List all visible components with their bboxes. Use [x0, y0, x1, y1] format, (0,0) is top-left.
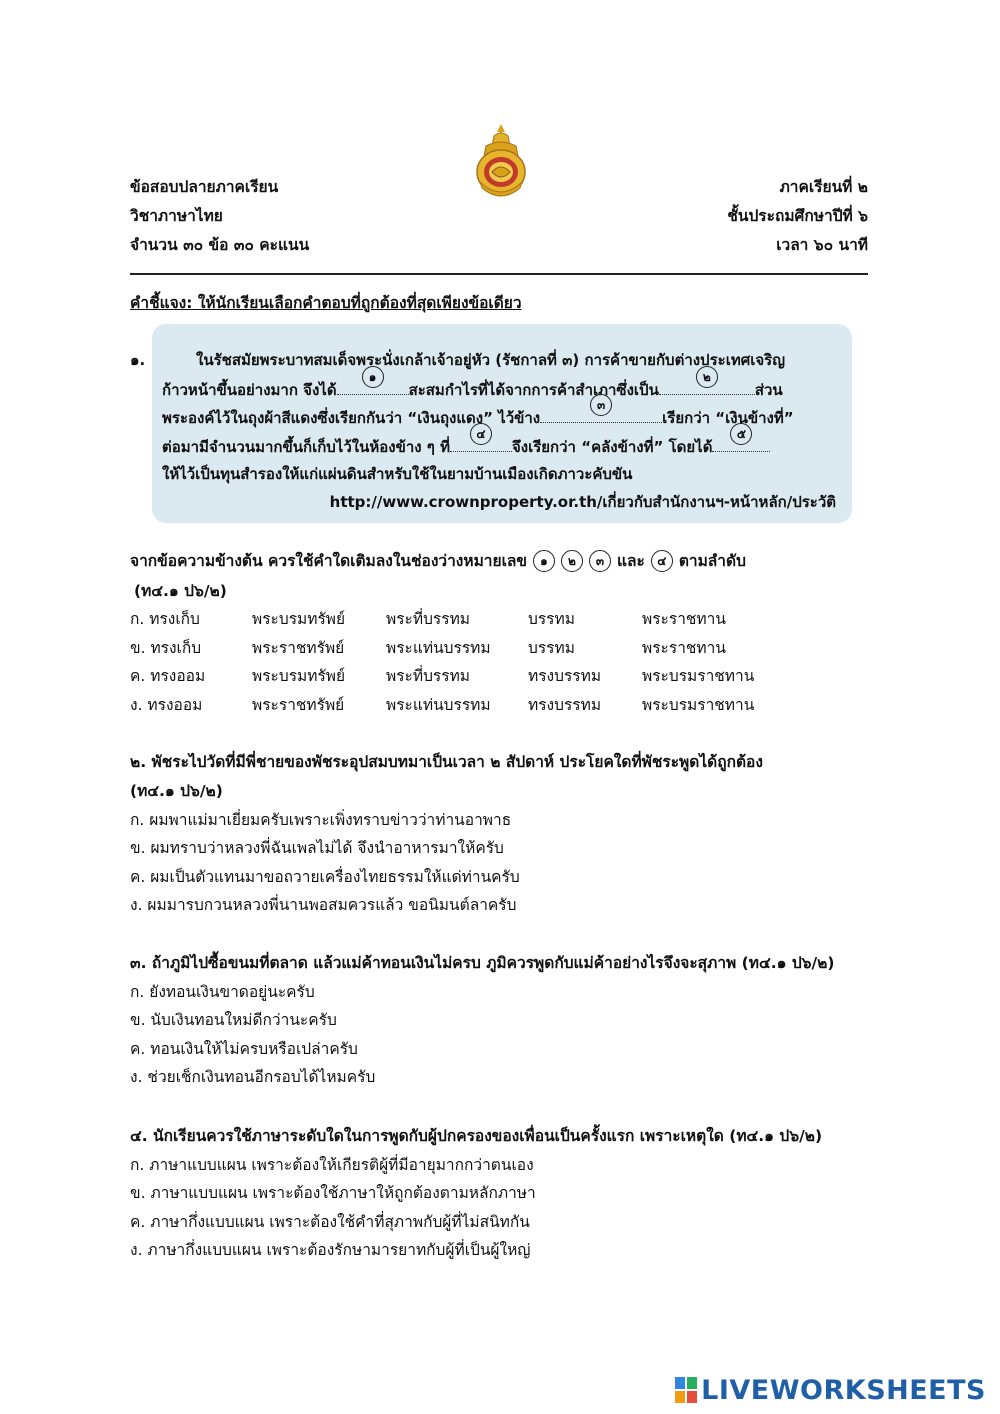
blank-1[interactable] — [337, 370, 409, 395]
q3-option-b[interactable]: ข. นับเงินทอนใหม่ดีกว่านะครับ — [130, 1011, 337, 1029]
option-cell: พระราชทาน — [642, 639, 726, 657]
passage-line-2 — [162, 370, 783, 402]
option-cell: บรรทม — [528, 610, 575, 628]
option-cell: พระแท่นบรรทม — [386, 639, 491, 657]
instruction: คำชี้แจง: ให้นักเรียนเลือกคำตอบที่ถูกต้องที่สุดเพียงข้อเดียว — [130, 294, 522, 312]
option-cell: พระบรมราชทาน — [642, 667, 755, 685]
q1-mark-4: ๔ — [651, 550, 673, 572]
q3-option-c[interactable]: ค. ทอนเงินให้ไม่ครบหรือเปล่าครับ — [130, 1040, 358, 1058]
passage-text: สะสมกำไรที่ได้จากการค้าสำเภาซึ่งเป็น — [408, 381, 659, 399]
header-subject: วิชาภาษาไทย — [130, 207, 223, 225]
q2-option-b[interactable]: ข. ผมทราบว่าหลวงพี่ฉันเพลไม่ได้ จึงนำอาหารมาให้ครับ — [130, 839, 504, 857]
q3-prompt: ๓. ถ้าภูมิไปซื้อขนมที่ตลาด แล้วแม่ค้าทอนเงินไม่ครบ ภูมิควรพูดกับแม่ค้าอย่างไรจึงจะสุภาพ (ท๔.๑ ป๖/๒) — [130, 954, 835, 972]
liveworksheets-icon — [675, 1377, 697, 1403]
liveworksheets-logo — [675, 1372, 986, 1408]
option-cell: พระราชทาน — [642, 610, 726, 628]
q2-option-d[interactable]: ง. ผมมารบกวนหลวงพี่นานพอสมควรแล้ว ขอนิมนต์ลาครับ — [130, 896, 517, 914]
option-cell: ก. ทรงเก็บ — [130, 610, 200, 628]
blank-2[interactable] — [659, 370, 755, 395]
q2-option-a[interactable]: ก. ผมพาแม่มาเยี่ยมครับเพราะเพิ่งทราบข่าวว่าท่านอาพาธ — [130, 811, 512, 829]
option-cell: พระที่บรรทม — [386, 667, 471, 685]
passage-line-1: ในรัชสมัยพระบาทสมเด็จพระนั่งเกล้าเจ้าอยู่หัว (รัชกาลที่ ๓) การค้าขายกับต่างประเทศเจริญ — [196, 351, 785, 369]
q4-option-d[interactable]: ง. ภาษากึ่งแบบแผน เพราะต้องรักษามารยาทกับผู้ที่เป็นผู้ใหญ่ — [130, 1241, 531, 1259]
header-grade: ชั้นประถมศึกษาปีที่ ๖ — [727, 207, 868, 225]
question-number-1: ๑. — [130, 351, 146, 369]
q2-option-c[interactable]: ค. ผมเป็นตัวแทนมาขอถวายเครื่องไทยธรรมให้แด่ท่านครับ — [130, 868, 520, 886]
blank-1-marker: ๑ — [362, 366, 384, 388]
q1-and-word: และ — [616, 552, 645, 570]
passage-text: เรียกว่า “เงินข้างที่” — [662, 409, 794, 427]
header-time: เวลา ๖๐ นาที — [776, 236, 868, 254]
q4-option-c[interactable]: ค. ภาษากึ่งแบบแผน เพราะต้องใช้คำที่สุภาพกับผู้ที่ไม่สนิทกัน — [130, 1213, 530, 1231]
passage-text: จึงเรียกว่า “คลังข้างที่” โดยได้ — [511, 438, 713, 456]
blank-3[interactable] — [540, 398, 662, 423]
liveworksheets-wordmark: LIVEWORKSHEETS — [701, 1374, 986, 1406]
header-exam-title: ข้อสอบปลายภาคเรียน — [130, 178, 279, 196]
passage-line-5: ให้ไว้เป็นทุนสำรองให้แก่แผ่นดินสำหรับใช้ในยามบ้านเมืองเกิดภาวะคับขัน — [162, 465, 633, 483]
passage-text: ต่อมามีจำนวนมากขึ้นก็เก็บไว้ในห้องข้าง ๆ ที่ — [162, 438, 450, 456]
option-cell: พระบรมราชทาน — [642, 696, 755, 714]
passage-text: ส่วน — [754, 381, 783, 399]
option-cell: ค. ทรงออม — [130, 667, 206, 685]
header-divider — [130, 273, 868, 275]
q2-prompt: ๒. พัชระไปวัดที่มีพี่ชายของพัชระอุปสมบทมาเป็นเวลา ๒ สัปดาห์ ประโยคใดที่พัชระพูดได้ถูกต้อง — [130, 753, 763, 771]
blank-2-marker: ๒ — [696, 366, 718, 388]
passage-source: http://www.crownproperty.or.th/เกี่ยวกับสำนักงานฯ-หน้าหลัก/ประวัติ — [329, 493, 836, 511]
q1-mark-2: ๒ — [561, 550, 583, 572]
q1-prompt — [130, 548, 746, 573]
blank-4[interactable] — [450, 427, 512, 452]
q4-option-a[interactable]: ก. ภาษาแบบแผน เพราะต้องให้เกียรติผู้ที่มีอายุมากกว่าตนเอง — [130, 1156, 534, 1174]
q3-option-a[interactable]: ก. ยังทอนเงินขาดอยู่นะครับ — [130, 983, 315, 1001]
option-cell: ข. ทรงเก็บ — [130, 639, 202, 657]
q1-mark-1: ๑ — [533, 550, 555, 572]
option-cell: พระที่บรรทม — [386, 610, 471, 628]
q1-prompt-text: จากข้อความข้างต้น ควรใช้คำใดเติมลงในช่องว่างหมายเลข — [130, 552, 527, 570]
passage-line-4 — [162, 427, 770, 459]
blank-5[interactable] — [712, 427, 770, 452]
option-cell: ทรงบรรทม — [528, 667, 602, 685]
option-cell: พระราชทรัพย์ — [252, 639, 345, 657]
blank-4-marker: ๔ — [470, 423, 492, 445]
option-cell: พระราชทรัพย์ — [252, 696, 345, 714]
option-cell: ง. ทรงออม — [130, 696, 203, 714]
header-item-count: จำนวน ๓๐ ข้อ ๓๐ คะแนน — [130, 236, 310, 254]
passage-text: ก้าวหน้าขึ้นอย่างมาก จึงได้ — [162, 381, 337, 399]
option-cell: ทรงบรรทม — [528, 696, 602, 714]
option-cell: บรรทม — [528, 639, 575, 657]
option-cell: พระบรมทรัพย์ — [252, 667, 346, 685]
option-cell: พระบรมทรัพย์ — [252, 610, 346, 628]
q1-mark-3: ๓ — [589, 550, 611, 572]
passage-text: พระองค์ไว้ในถุงผ้าสีแดงซึ่งเรียกกันว่า “เงินถุงแดง” ไว้ข้าง — [162, 409, 541, 427]
q4-prompt: ๔. นักเรียนควรใช้ภาษาระดับใดในการพูดกับผู้ปกครองของเพื่อนเป็นครั้งแรก เพราะเหตุใด (ท๔.๑ ป๖/๒) — [130, 1127, 823, 1145]
q1-prompt-tail: ตามลำดับ — [678, 552, 746, 570]
q2-indicator-code: (ท๔.๑ ป๖/๒) — [130, 782, 223, 800]
blank-5-marker: ๕ — [730, 423, 752, 445]
option-cell: พระแท่นบรรทม — [386, 696, 491, 714]
header-semester: ภาคเรียนที่ ๒ — [779, 178, 868, 196]
q4-option-b[interactable]: ข. ภาษาแบบแผน เพราะต้องใช้ภาษาให้ถูกต้องตามหลักภาษา — [130, 1184, 536, 1202]
blank-3-marker: ๓ — [590, 394, 612, 416]
ministry-emblem — [472, 122, 530, 198]
q3-option-d[interactable]: ง. ช่วยเช็กเงินทอนอีกรอบได้ไหมครับ — [130, 1068, 376, 1086]
q1-indicator-code: (ท๔.๑ ป๖/๒) — [134, 582, 227, 600]
